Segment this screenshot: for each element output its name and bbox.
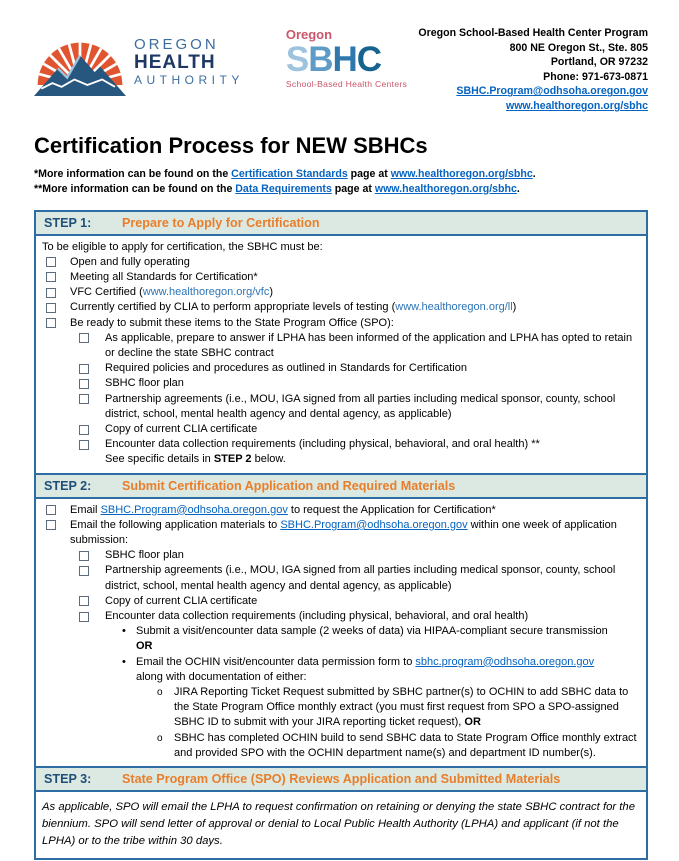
checkbox[interactable]	[46, 520, 56, 530]
sunburst-mountain-icon	[34, 26, 126, 98]
text-segment: Copy of current CLIA certificate	[105, 423, 258, 435]
text-segment: page at	[347, 167, 391, 180]
item-text	[136, 670, 642, 685]
footnotes	[34, 167, 648, 197]
text-segment: **More information can be found on the	[34, 182, 236, 195]
text-segment: SBHC floor plan	[105, 377, 184, 390]
text-segment: .	[532, 167, 536, 180]
step-title: State Program Office (SPO) Reviews Application and Submitted Materials	[122, 772, 561, 787]
sbhc-tagline: School-Based Health Centers	[285, 79, 408, 89]
text-segment: VFC Certified (	[70, 286, 143, 299]
step-label: STEP 1:	[44, 215, 92, 230]
checkbox[interactable]	[79, 425, 89, 435]
sbhc-letter: S	[285, 40, 309, 79]
text-segment: Email the OCHIN visit/encounter data permission form to	[136, 655, 416, 668]
oregon-health-authority-logo	[34, 26, 244, 98]
checklist-row	[36, 685, 642, 731]
checklist-row	[36, 316, 642, 331]
text-segment: See specific details in	[105, 453, 214, 466]
link[interactable]: Certification Standards	[231, 167, 348, 180]
checklist-row	[36, 452, 642, 467]
checkbox[interactable]	[46, 318, 56, 328]
step-title: Prepare to Apply for Certification	[122, 215, 320, 230]
step-title: Submit Certification Application and Required Materials	[122, 478, 456, 493]
item-text	[105, 609, 642, 624]
step-label: STEP 3:	[44, 772, 92, 787]
checklist-row	[36, 422, 642, 437]
text-segment: To be eligible to apply for certification, the SBHC must be:	[42, 240, 323, 253]
contact-line: 800 NE Oregon St., Ste. 805	[509, 41, 648, 54]
text-segment: SBHC floor plan	[105, 549, 184, 562]
link[interactable]: SBHC.Program@odhsoha.oregon.gov	[456, 85, 648, 98]
checklist-row	[36, 392, 642, 422]
contact-line: Phone: 971-673-0871	[543, 70, 648, 83]
checkbox[interactable]	[46, 303, 56, 313]
checkbox[interactable]	[79, 566, 89, 576]
checklist-row	[36, 563, 642, 593]
text-segment: Copy of current CLIA certificate	[105, 594, 258, 607]
circle-bullet-icon: o	[157, 687, 163, 699]
text-segment: STEP 2	[213, 453, 252, 466]
oha-wordmark	[134, 36, 244, 88]
text-segment: Encounter data collection requirements (including physical, behavioral, and oral health)	[105, 610, 529, 623]
step-1-section	[36, 212, 646, 473]
page-header	[34, 26, 648, 114]
text-segment: Meeting all Standards for Certification*	[70, 270, 258, 283]
item-text	[174, 685, 642, 731]
oha-authority-text: AUTHORITY	[134, 73, 244, 87]
checklist-row	[36, 609, 642, 624]
item-text	[42, 240, 642, 255]
text-segment: As applicable, SPO will email the LPHA to request confirmation on retaining or denying the state SBHC contract for the biennium. SPO will send letter of approval or denial to Local Public Health Authority (LPHA) and applicant (if not the LPHA) or to the tribe within 30 days.	[42, 801, 635, 848]
text-segment: SBHC has completed OCHIN build to send SBHC data to State Program Office monthly extract and provided SPO with the OCHIN department name(s) and department ID number(s).	[174, 731, 637, 759]
checklist-row	[36, 799, 640, 850]
checkbox[interactable]	[79, 551, 89, 561]
item-text	[105, 331, 642, 361]
item-text	[70, 300, 642, 315]
link[interactable]: www.healthoregon.org/ll	[395, 301, 513, 314]
checklist-row	[36, 300, 642, 315]
checkbox[interactable]	[79, 364, 89, 374]
link[interactable]: Data Requirements	[235, 182, 332, 195]
step-1-body	[36, 236, 646, 473]
item-text	[136, 624, 642, 639]
oha-health-text: HEALTH	[134, 52, 216, 73]
item-text	[136, 639, 642, 654]
text-segment: to request the Application for Certification*	[287, 503, 496, 516]
checkbox[interactable]	[79, 379, 89, 389]
item-text	[70, 255, 642, 270]
text-segment: Required policies and procedures as outlined in Standards for Certification	[105, 362, 467, 375]
text-segment: Email	[70, 503, 101, 516]
text-segment: Currently certified by CLIA to perform appropriate levels of testing (	[70, 301, 396, 314]
item-text	[105, 452, 642, 467]
item-text	[105, 437, 642, 452]
checklist-row	[36, 437, 642, 452]
contact-line: Oregon School-Based Health Center Program	[418, 27, 648, 39]
page-title: Certification Process for NEW SBHCs	[34, 132, 428, 158]
checkbox[interactable]	[79, 440, 89, 450]
link[interactable]: www.healthoregon.org/sbhc	[374, 182, 517, 195]
checkbox[interactable]	[79, 612, 89, 622]
text-segment: OR	[464, 716, 481, 729]
item-text	[70, 518, 642, 548]
text-segment: Open and fully operating	[70, 255, 190, 268]
item-text	[105, 548, 642, 563]
link[interactable]: www.healthoregon.org/vfc	[142, 286, 270, 299]
checklist-row	[36, 255, 642, 270]
step-3-section	[36, 766, 646, 858]
item-text	[70, 316, 642, 331]
link[interactable]: SBHC.Program@odhsoha.oregon.gov	[280, 518, 468, 531]
link[interactable]: SBHC.Program@odhsoha.oregon.gov	[100, 503, 288, 516]
item-text	[105, 376, 642, 391]
checklist-row	[36, 594, 642, 609]
checklist-row	[36, 331, 642, 361]
item-text	[70, 285, 642, 300]
text-segment: JIRA Reporting Ticket Request submitted by SBHC partner(s) to OCHIN to add SBHC data to the State Program Office monthly extract (you must first request from SPO a SPO-assigned SBHC ID to submit with your JIRA reporting ticket request),	[174, 686, 629, 729]
text-segment: Be ready to submit these items to the State Program Office (SPO):	[70, 316, 394, 329]
step-2-section	[36, 473, 646, 766]
checklist-row	[36, 503, 642, 518]
text-segment: )	[269, 286, 273, 299]
checkbox[interactable]	[79, 596, 89, 606]
checkbox[interactable]	[79, 333, 89, 343]
checklist-row	[36, 624, 642, 639]
sbhc-logo	[286, 28, 407, 89]
text-segment: OR	[136, 640, 153, 653]
checklist-row	[36, 285, 642, 300]
text-segment: Submit a visit/encounter data sample (2 weeks of data) via HIPAA-compliant secure transmission	[136, 625, 608, 638]
checklist-row	[36, 548, 642, 563]
step-3-header	[36, 766, 646, 792]
text-segment: Email the following application materials to	[70, 518, 281, 531]
item-text	[174, 731, 642, 761]
item-text	[105, 563, 642, 593]
text-segment: .	[516, 182, 520, 195]
text-segment: Partnership agreements (i.e., MOU, IGA signed from all parties including medical sponsor, county, school district, school, mental health agency and dental agency, as applicable)	[105, 564, 616, 592]
sbhc-letter: H	[332, 40, 357, 79]
item-text	[42, 799, 640, 850]
checklist-row	[36, 361, 642, 376]
checkbox[interactable]	[79, 394, 89, 404]
text-segment: within one week of application submission:	[70, 518, 617, 547]
text-segment: below.	[251, 453, 286, 466]
checklist-row	[36, 376, 642, 391]
bullet-icon: •	[122, 625, 126, 638]
checkbox[interactable]	[46, 272, 56, 282]
item-text	[105, 422, 642, 437]
steps-box	[34, 210, 648, 861]
contact-block	[418, 26, 648, 114]
step-2-header	[36, 473, 646, 499]
text-segment: )	[512, 301, 517, 314]
item-text	[105, 361, 642, 376]
checklist-row	[36, 731, 642, 761]
checklist-row	[36, 655, 642, 670]
link[interactable]: www.healthoregon.org/sbhc	[390, 167, 533, 180]
step-3-body	[36, 792, 646, 858]
text-segment: Encounter data collection requirements (including physical, behavioral, and oral health) **	[105, 438, 540, 451]
sbhc-letter: B	[308, 40, 333, 79]
text-segment: As applicable, prepare to answer if LPHA has been informed of the application and LPHA has opted to retain or decline the state SBHC contract	[105, 331, 633, 359]
checkbox[interactable]	[46, 288, 56, 298]
oha-oregon-text: OREGON	[134, 36, 219, 53]
circle-bullet-icon: o	[157, 732, 163, 744]
checklist-row	[36, 270, 642, 285]
sbhc-oregon-text: Oregon	[285, 27, 333, 42]
item-text	[136, 655, 642, 670]
checklist-row	[36, 639, 642, 654]
step-2-body	[36, 499, 646, 766]
checkbox[interactable]	[46, 505, 56, 515]
footnote	[34, 182, 648, 197]
checkbox[interactable]	[46, 257, 56, 267]
sbhc-acronym	[286, 42, 407, 78]
item-text	[105, 392, 642, 422]
item-text	[70, 270, 642, 285]
text-segment: along with documentation of either:	[136, 670, 307, 683]
text-segment: *More information can be found on the	[34, 167, 232, 180]
footnote	[34, 167, 648, 182]
step-label: STEP 2:	[44, 478, 92, 493]
sbhc-letter: C	[356, 40, 382, 79]
contact-line: Portland, OR 97232	[550, 56, 648, 69]
link[interactable]: sbhc.program@odhsoha.oregon.gov	[415, 655, 595, 668]
item-text	[105, 594, 642, 609]
checklist-row	[36, 518, 642, 548]
bullet-icon: •	[122, 655, 126, 668]
text-segment: Partnership agreements (i.e., MOU, IGA signed from all parties including medical sponsor, county, school district, school, mental health agency and dental agency, as applicable)	[105, 392, 616, 420]
text-segment: page at	[331, 182, 375, 195]
step-1-header	[36, 212, 646, 236]
checklist-row	[36, 240, 642, 255]
checklist-row	[36, 670, 642, 685]
link[interactable]: www.healthoregon.org/sbhc	[505, 99, 648, 112]
item-text	[70, 503, 642, 518]
